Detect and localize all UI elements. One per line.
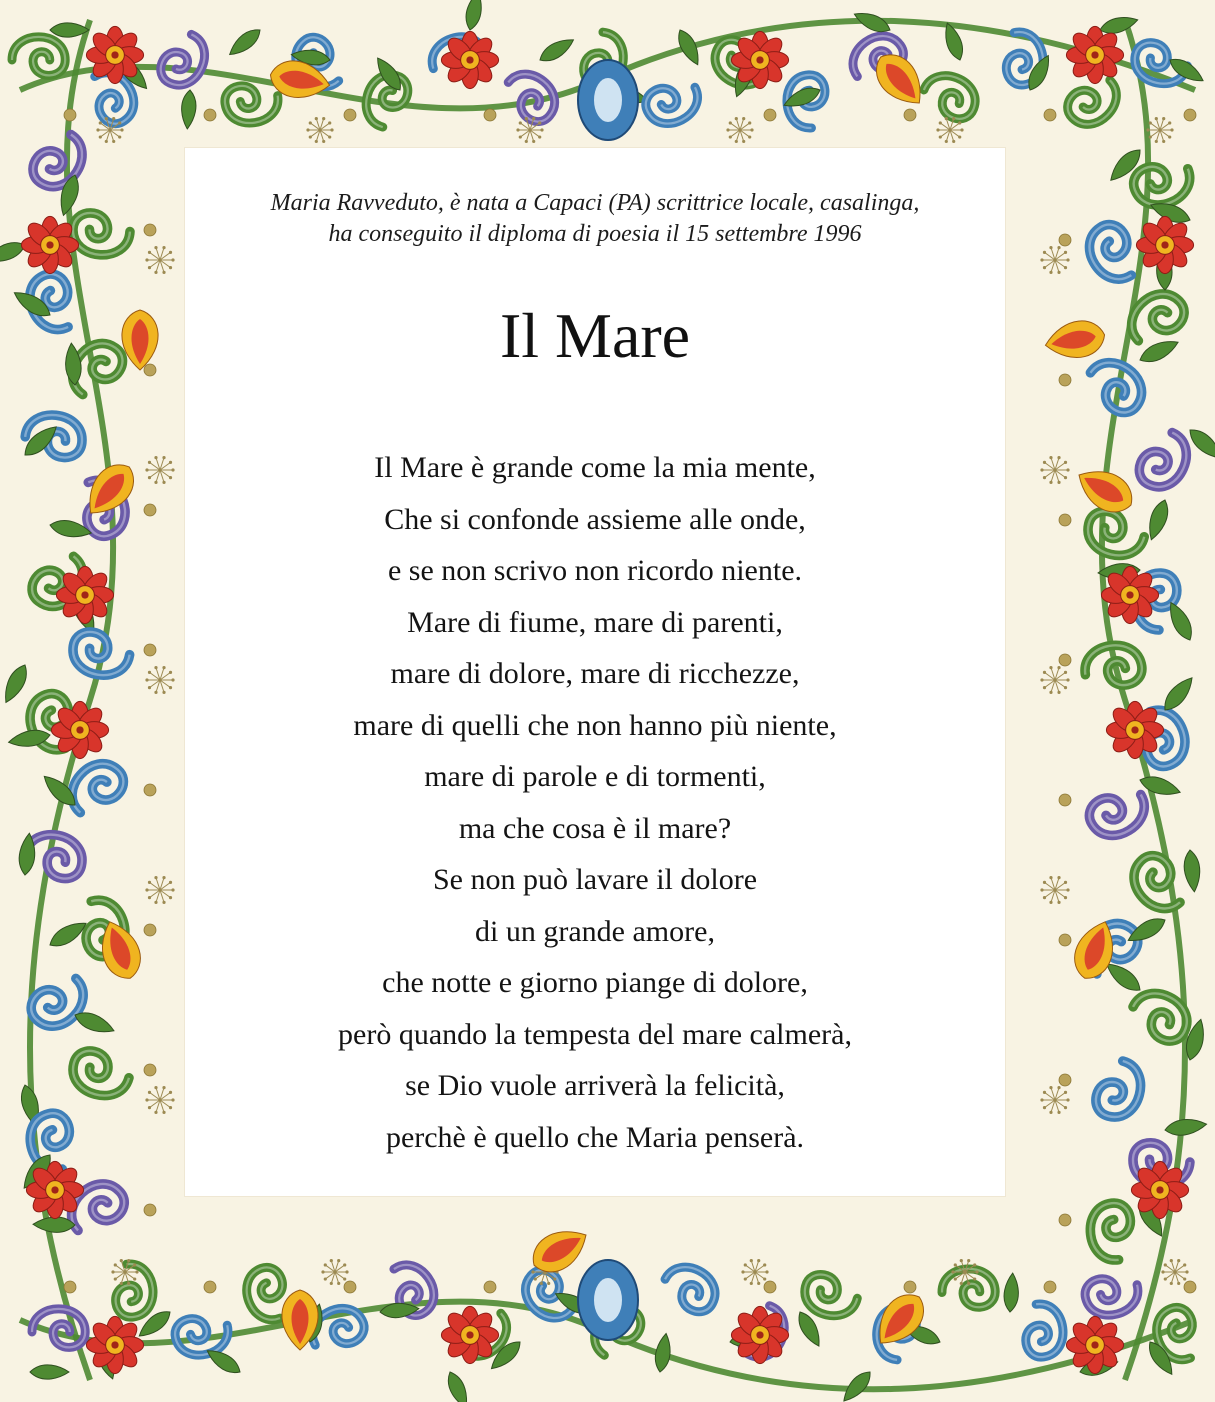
leaf	[653, 1332, 673, 1373]
gold-sprig	[1040, 876, 1069, 904]
leaf	[30, 1365, 69, 1379]
gold-dot	[1059, 374, 1071, 386]
gold-dot	[144, 1204, 156, 1216]
gold-dot	[344, 1281, 356, 1293]
gold-dot	[64, 109, 76, 121]
gold-dot	[64, 1281, 76, 1293]
poem-line: Che si confonde assieme alle onde,	[384, 502, 806, 536]
gold-dot	[1044, 1281, 1056, 1293]
rosette-flower	[441, 31, 498, 88]
gold-sprig	[1040, 666, 1069, 694]
gold-sprig	[726, 117, 753, 143]
gold-dot	[1059, 794, 1071, 806]
gold-dot	[904, 1281, 916, 1293]
acanthus-scroll	[1083, 508, 1148, 561]
gold-dot	[484, 1281, 496, 1293]
acanthus-scroll	[223, 80, 282, 126]
gold-dot	[1184, 109, 1196, 121]
leaf	[536, 34, 577, 66]
rosette-flower	[1066, 1316, 1123, 1373]
central-medallion	[578, 60, 638, 140]
dedication-line: ha conseguito il diploma di poesia il 15 settembre 1996	[328, 221, 862, 247]
gold-dot	[1059, 514, 1071, 526]
acanthus-scroll	[499, 64, 565, 127]
rosette-flower	[56, 566, 113, 623]
poem-line: mare di dolore, mare di ricchezze,	[390, 657, 800, 690]
rosette-flower	[731, 31, 788, 88]
poem-line: però quando la tempesta del mare calmerà,	[338, 1017, 852, 1051]
acanthus-scroll	[12, 37, 65, 76]
poem-line: Se non può lavare il dolore	[432, 863, 758, 896]
poem-line: ma che cosa è il mare?	[458, 811, 732, 845]
acanthus-scroll	[172, 1310, 233, 1360]
gold-dot	[1059, 654, 1071, 666]
gold-dot	[144, 224, 156, 236]
tulip-flower	[122, 310, 158, 370]
gold-dot	[144, 1064, 156, 1076]
rosette-flower	[1101, 566, 1158, 623]
gold-dot	[144, 364, 156, 376]
gold-dot	[1059, 1214, 1071, 1226]
acanthus-scroll	[641, 74, 706, 132]
leaf	[1182, 849, 1202, 892]
gold-sprig	[321, 1259, 348, 1285]
leaf	[463, 0, 485, 31]
gold-dot	[484, 109, 496, 121]
gold-dot	[1059, 234, 1071, 246]
leaf	[180, 90, 197, 130]
gold-sprig	[145, 456, 174, 484]
acanthus-scroll	[1081, 641, 1144, 691]
acanthus-scroll	[69, 629, 132, 679]
acanthus-scroll	[918, 68, 981, 123]
acanthus-scroll	[111, 1261, 156, 1318]
gold-dot	[144, 644, 156, 656]
rosette-flower	[21, 216, 78, 273]
leaf	[839, 1367, 876, 1402]
acanthus-scroll	[1081, 353, 1151, 420]
gold-sprig	[306, 117, 333, 143]
leaf	[1137, 335, 1182, 367]
rosette-flower	[26, 1161, 83, 1218]
acanthus-scroll	[1021, 1301, 1067, 1359]
rosette-flower	[1131, 1161, 1188, 1218]
acanthus-scroll	[800, 1271, 861, 1320]
gold-dot	[144, 504, 156, 516]
gold-dot	[1184, 1281, 1196, 1293]
leaf	[0, 662, 32, 706]
gold-dot	[764, 1281, 776, 1293]
gold-sprig	[741, 1259, 768, 1285]
leaf	[444, 1369, 473, 1402]
gold-dot	[904, 109, 916, 121]
gold-dot	[1044, 109, 1056, 121]
rosette-flower	[51, 701, 108, 758]
acanthus-scroll	[1083, 780, 1153, 845]
gold-dot	[204, 109, 216, 121]
tulip-flower	[1042, 317, 1107, 363]
poem-line: perchè è quello che Maria penserà.	[385, 1120, 805, 1154]
acanthus-scroll	[27, 126, 92, 196]
gold-dot	[144, 924, 156, 936]
leaf	[225, 24, 264, 60]
rosette-flower	[1136, 216, 1193, 273]
poem-body	[185, 442, 1005, 1163]
text-panel	[185, 148, 1005, 1196]
rosette-flower	[441, 1306, 498, 1363]
poem-line: se Dio vuole arriverà la felicità,	[405, 1069, 785, 1102]
gold-sprig	[145, 246, 174, 274]
rosette-flower	[86, 26, 143, 83]
gold-dot	[344, 109, 356, 121]
gold-sprig	[145, 1086, 174, 1114]
poem-line: mare di parole e di tormenti,	[424, 760, 766, 793]
rosette-flower	[1066, 26, 1123, 83]
poem-line: Mare di fiume, mare di parenti,	[407, 605, 783, 639]
acanthus-scroll	[1121, 283, 1191, 352]
leaf	[1159, 673, 1198, 715]
acanthus-scroll	[1082, 1270, 1143, 1321]
poem-line: e se non scrivo non ricordo niente.	[387, 554, 803, 587]
gold-sprig	[1146, 117, 1173, 143]
acanthus-scroll	[68, 1047, 134, 1102]
dedication-line: Maria Ravveduto, è nata a Capaci (PA) scrittrice locale, casalinga,	[270, 190, 920, 216]
dedication	[185, 188, 1005, 250]
leaf	[1098, 13, 1139, 37]
leaf	[1003, 1273, 1020, 1313]
gold-dot	[1059, 934, 1071, 946]
central-medallion	[578, 1260, 638, 1340]
gold-sprig	[1040, 246, 1069, 274]
gold-sprig	[145, 666, 174, 694]
poem-line: di un grande amore,	[475, 914, 715, 948]
poem-line: che notte e giorno piange di dolore,	[382, 966, 808, 999]
acanthus-scroll	[1124, 849, 1193, 919]
gold-dot	[204, 1281, 216, 1293]
gold-sprig	[145, 876, 174, 904]
leaf	[1164, 1117, 1208, 1138]
gold-sprig	[1040, 1086, 1069, 1114]
poem-line: Il Mare è grande come la mia mente,	[374, 451, 816, 484]
acanthus-scroll	[72, 212, 131, 256]
acanthus-scroll	[658, 1259, 723, 1317]
gold-dot	[764, 109, 776, 121]
acanthus-scroll	[156, 28, 213, 92]
gold-dot	[1059, 1074, 1071, 1086]
poem-title: Il Mare	[499, 300, 691, 371]
rosette-flower	[86, 1316, 143, 1373]
gold-dot	[144, 784, 156, 796]
poem-line: mare di quelli che non hanno più niente,	[353, 708, 837, 742]
leaf	[1105, 145, 1145, 186]
gold-sprig	[1161, 1259, 1188, 1285]
acanthus-scroll	[1092, 1057, 1147, 1123]
rosette-flower	[1106, 701, 1163, 758]
acanthus-scroll	[1134, 426, 1195, 495]
acanthus-scroll	[1087, 1201, 1135, 1263]
rosette-flower	[731, 1306, 788, 1363]
gold-sprig	[1040, 456, 1069, 484]
